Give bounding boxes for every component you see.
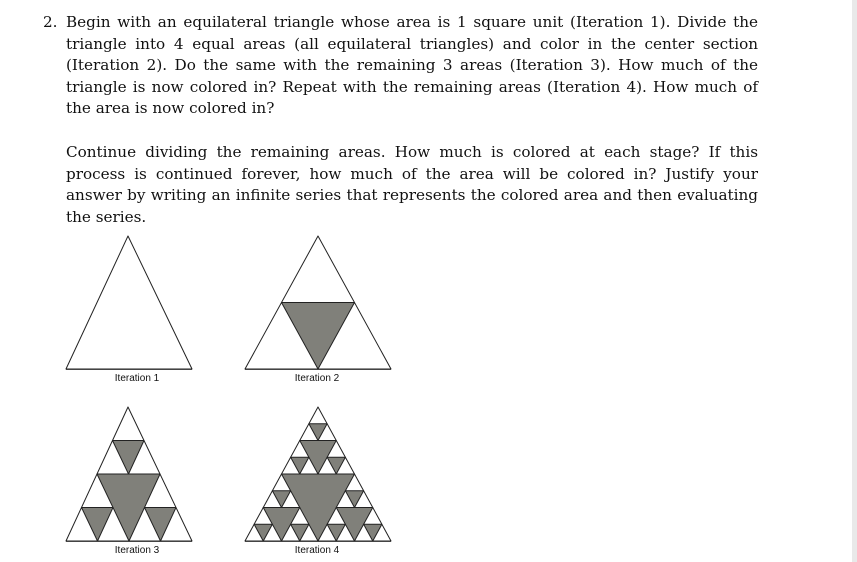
caption-rule-3 — [66, 541, 192, 542]
caption-rule-4 — [245, 541, 391, 542]
caption-rule-2 — [245, 369, 391, 370]
caption-rule-1 — [66, 369, 192, 370]
caption-iteration-2: Iteration 2 — [294, 373, 340, 384]
caption-iteration-3: Iteration 3 — [114, 545, 160, 556]
caption-iteration-4: Iteration 4 — [294, 545, 340, 556]
caption-iteration-1: Iteration 1 — [114, 373, 160, 384]
right-edge — [852, 0, 857, 562]
problem-paragraph-1: Begin with an equilateral triangle whose area is 1 square unit (Iteration 1). Divide the triangle into 4 equal areas (all equilateral triangles) and color in the center section (Iteration 2). Do the same with the remaining 3 areas (Iteration 3). How much of the triangle is now colored in? Repeat with the remaining areas (Iteration 4). How much of the area is now colored in? — [66, 13, 758, 118]
problem-number: 2. — [43, 13, 58, 31]
outer-triangle-1 — [66, 236, 192, 369]
problem-paragraph-2: Continue dividing the remaining areas. How much is colored at each stage? If this process is continued forever, how much of the area will be colored in? Justify your answer by writing an infinite series that represents the colored area and then evaluating the series. — [66, 142, 758, 226]
